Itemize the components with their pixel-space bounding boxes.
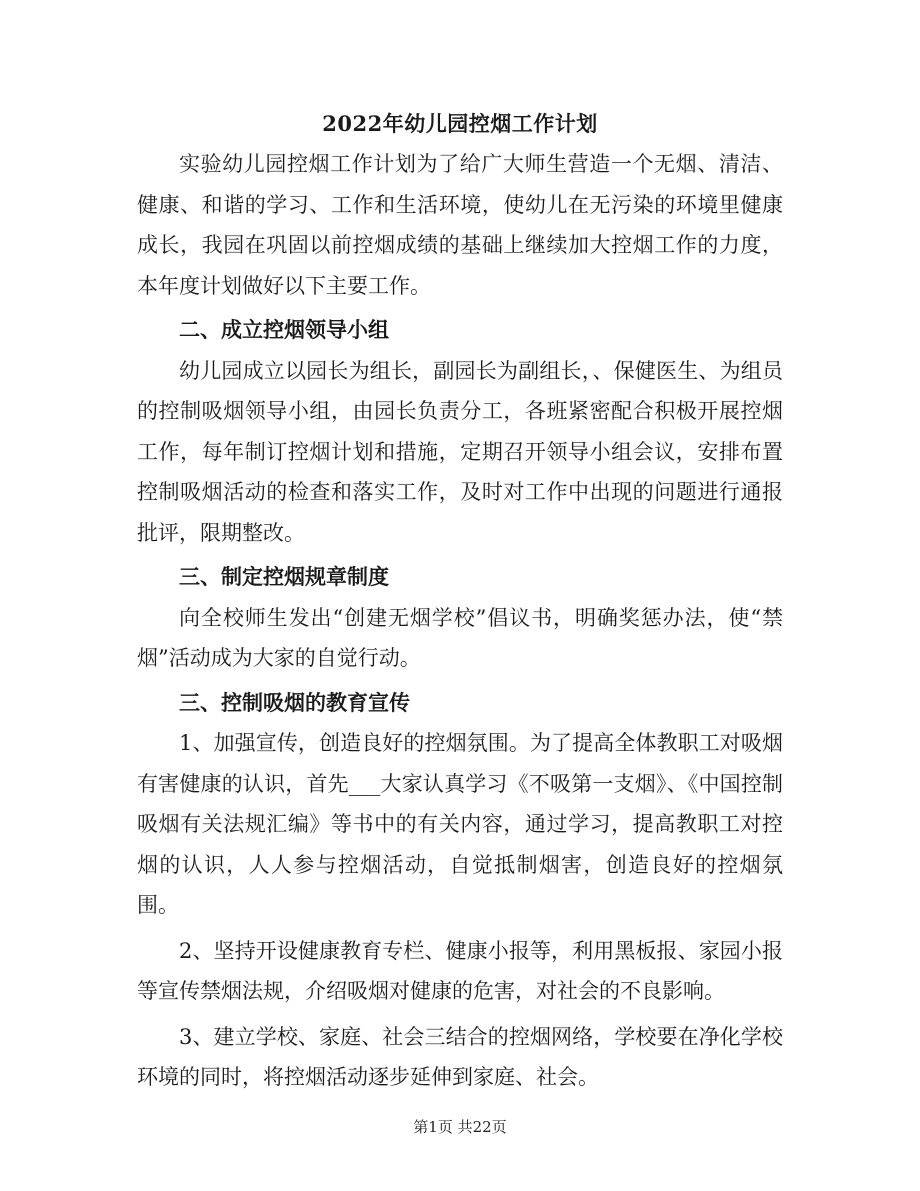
paragraph-leadership-group: 幼儿园成立以园长为组长，副园长为副组长，、保健医生、为组员的控制吸烟领导小组，由园长负责分工，各班紧密配合积极开展控烟工作，每年制订控烟计划和措施，定期召开领导小组会议，安排布置控制吸烟活动的检查和落实工作，及时对工作中出现的问题进行通报批评，限期整改。 xyxy=(137,358,783,545)
paragraph-education-item-3: 3、建立学校、家庭、社会三结合的控烟网络，学校要在净化学校环境的同时，将控烟活动逐步延伸到家庭、社会。 xyxy=(137,1024,783,1089)
paragraph-education-item-2: 2、坚持开设健康教育专栏、健康小报等，利用黑板报、家园小报等宣传禁烟法规，介绍吸烟对健康的危害，对社会的不良影响。 xyxy=(137,938,783,1003)
document-title: 2022年幼儿园控烟工作计划 xyxy=(322,111,598,136)
intro-paragraph: 实验幼儿园控烟工作计划为了给广大师生营造一个无烟、清洁、健康、和谐的学习、工作和生活环境，使幼儿在无污染的环境里健康成长，我园在巩固以前控烟成绩的基础上继续加大控烟工作的力度，本年度计划做好以下主要工作。 xyxy=(137,152,783,298)
paragraph-education-item-1: 1、加强宣传，创造良好的控烟氛围。为了提高全体教职工对吸烟有害健康的认识，首先___大家认真学习《不吸第一支烟》、《中国控制吸烟有关法规汇编》等书中的有关内容，通过学习，提高教职工对控烟的认识，人人参与控烟活动，自觉抵制烟害，创造良好的控烟氛围。 xyxy=(137,731,783,917)
section-heading-education: 三、控制吸烟的教育宣传 xyxy=(179,689,410,715)
section-heading-regulations: 三、制定控烟规章制度 xyxy=(179,564,389,589)
page-number-footer: 第1页 共22页 xyxy=(413,1118,507,1136)
section-heading-leadership-group: 二、成立控烟领导小组 xyxy=(179,317,389,342)
document-body xyxy=(137,144,783,1098)
paragraph-regulations: 向全校师生发出“创建无烟学校”倡议书，明确奖惩办法，使“禁烟”活动成为大家的自觉行动。 xyxy=(137,605,783,670)
